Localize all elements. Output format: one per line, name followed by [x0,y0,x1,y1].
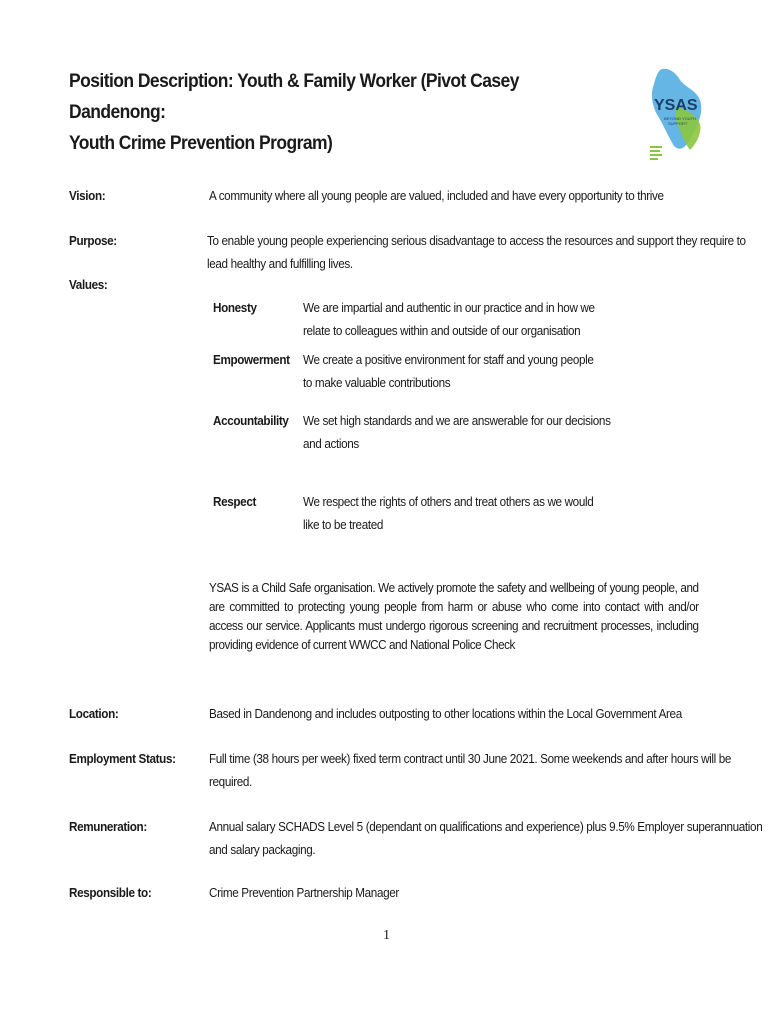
value-desc-line: like to be treated [303,517,384,532]
title-line-2: Youth Crime Prevention Program) [69,133,333,154]
value-name-empowerment: Empowerment [213,352,290,367]
svg-text:SUPPORT: SUPPORT [668,121,688,126]
value-desc-empowerment [303,348,594,394]
title-line-1: Position Description: Youth & Family Worker (Pivot Casey Dandenong: [69,71,519,123]
value-desc-respect [303,490,593,536]
value-name-accountability: Accountability [213,413,289,428]
location-label: Location: [69,706,119,721]
value-desc-line: to make valuable contributions [303,375,451,390]
purpose-label: Purpose: [69,233,117,248]
responsible-label: Responsible to: [69,885,152,900]
purpose-text [207,229,746,275]
value-desc-line: We respect the rights of others and treat others as we would [303,494,594,509]
value-desc-honesty [303,296,595,342]
vision-label: Vision: [69,188,106,203]
value-desc-line: We set high standards and we are answerable for our decisions [303,413,611,428]
remuneration-line-1: Annual salary SCHADS Level 5 (dependant on qualifications and experience) plus 9.5% Employer superannuation [209,819,763,834]
value-desc-line: We create a positive environment for staff and young people [303,352,594,367]
value-desc-line: We are impartial and authentic in our practice and in how we [303,300,595,315]
child-safe-statement: YSAS is a Child Safe organisation. We actively promote the safety and wellbeing of young people, and are committed to protecting young people from harm or abuse who come into contact with and/or access our service. Applicants must undergo rigorous screening and recruitment processes, including providing evidence of current WWCC and National Police Check [209,580,699,652]
svg-text:YSAS: YSAS [654,97,698,114]
values-label: Values: [69,277,108,292]
responsible-text: Crime Prevention Partnership Manager [209,885,399,900]
ysas-logo [646,66,704,166]
employment-text [209,747,731,793]
remuneration-line-2: and salary packaging. [209,842,316,857]
page-title [69,66,584,159]
purpose-line-2: lead healthy and fulfilling lives. [207,256,353,271]
remuneration-text [209,815,762,861]
value-name-respect: Respect [213,494,257,509]
location-text: Based in Dandenong and includes outposting to other locations within the Local Government Area [209,706,682,721]
page-number: 1 [383,928,390,943]
vision-text: A community where all young people are valued, included and have every opportunity to thrive [209,188,664,203]
employment-line-2: required. [209,774,252,789]
svg-text:BEYOND YOUTH: BEYOND YOUTH [664,116,696,121]
employment-line-1: Full time (38 hours per week) fixed term contract until 30 June 2021. Some weekends and after hours will be [209,751,732,766]
value-desc-accountability [303,409,611,455]
value-desc-line: and actions [303,436,359,451]
value-desc-line: relate to colleagues within and outside of our organisation [303,323,581,338]
purpose-line-1: To enable young people experiencing serious disadvantage to access the resources and support they require to [207,233,746,248]
value-name-honesty: Honesty [213,300,257,315]
employment-label: Employment Status: [69,751,176,766]
remuneration-label: Remuneration: [69,819,147,834]
